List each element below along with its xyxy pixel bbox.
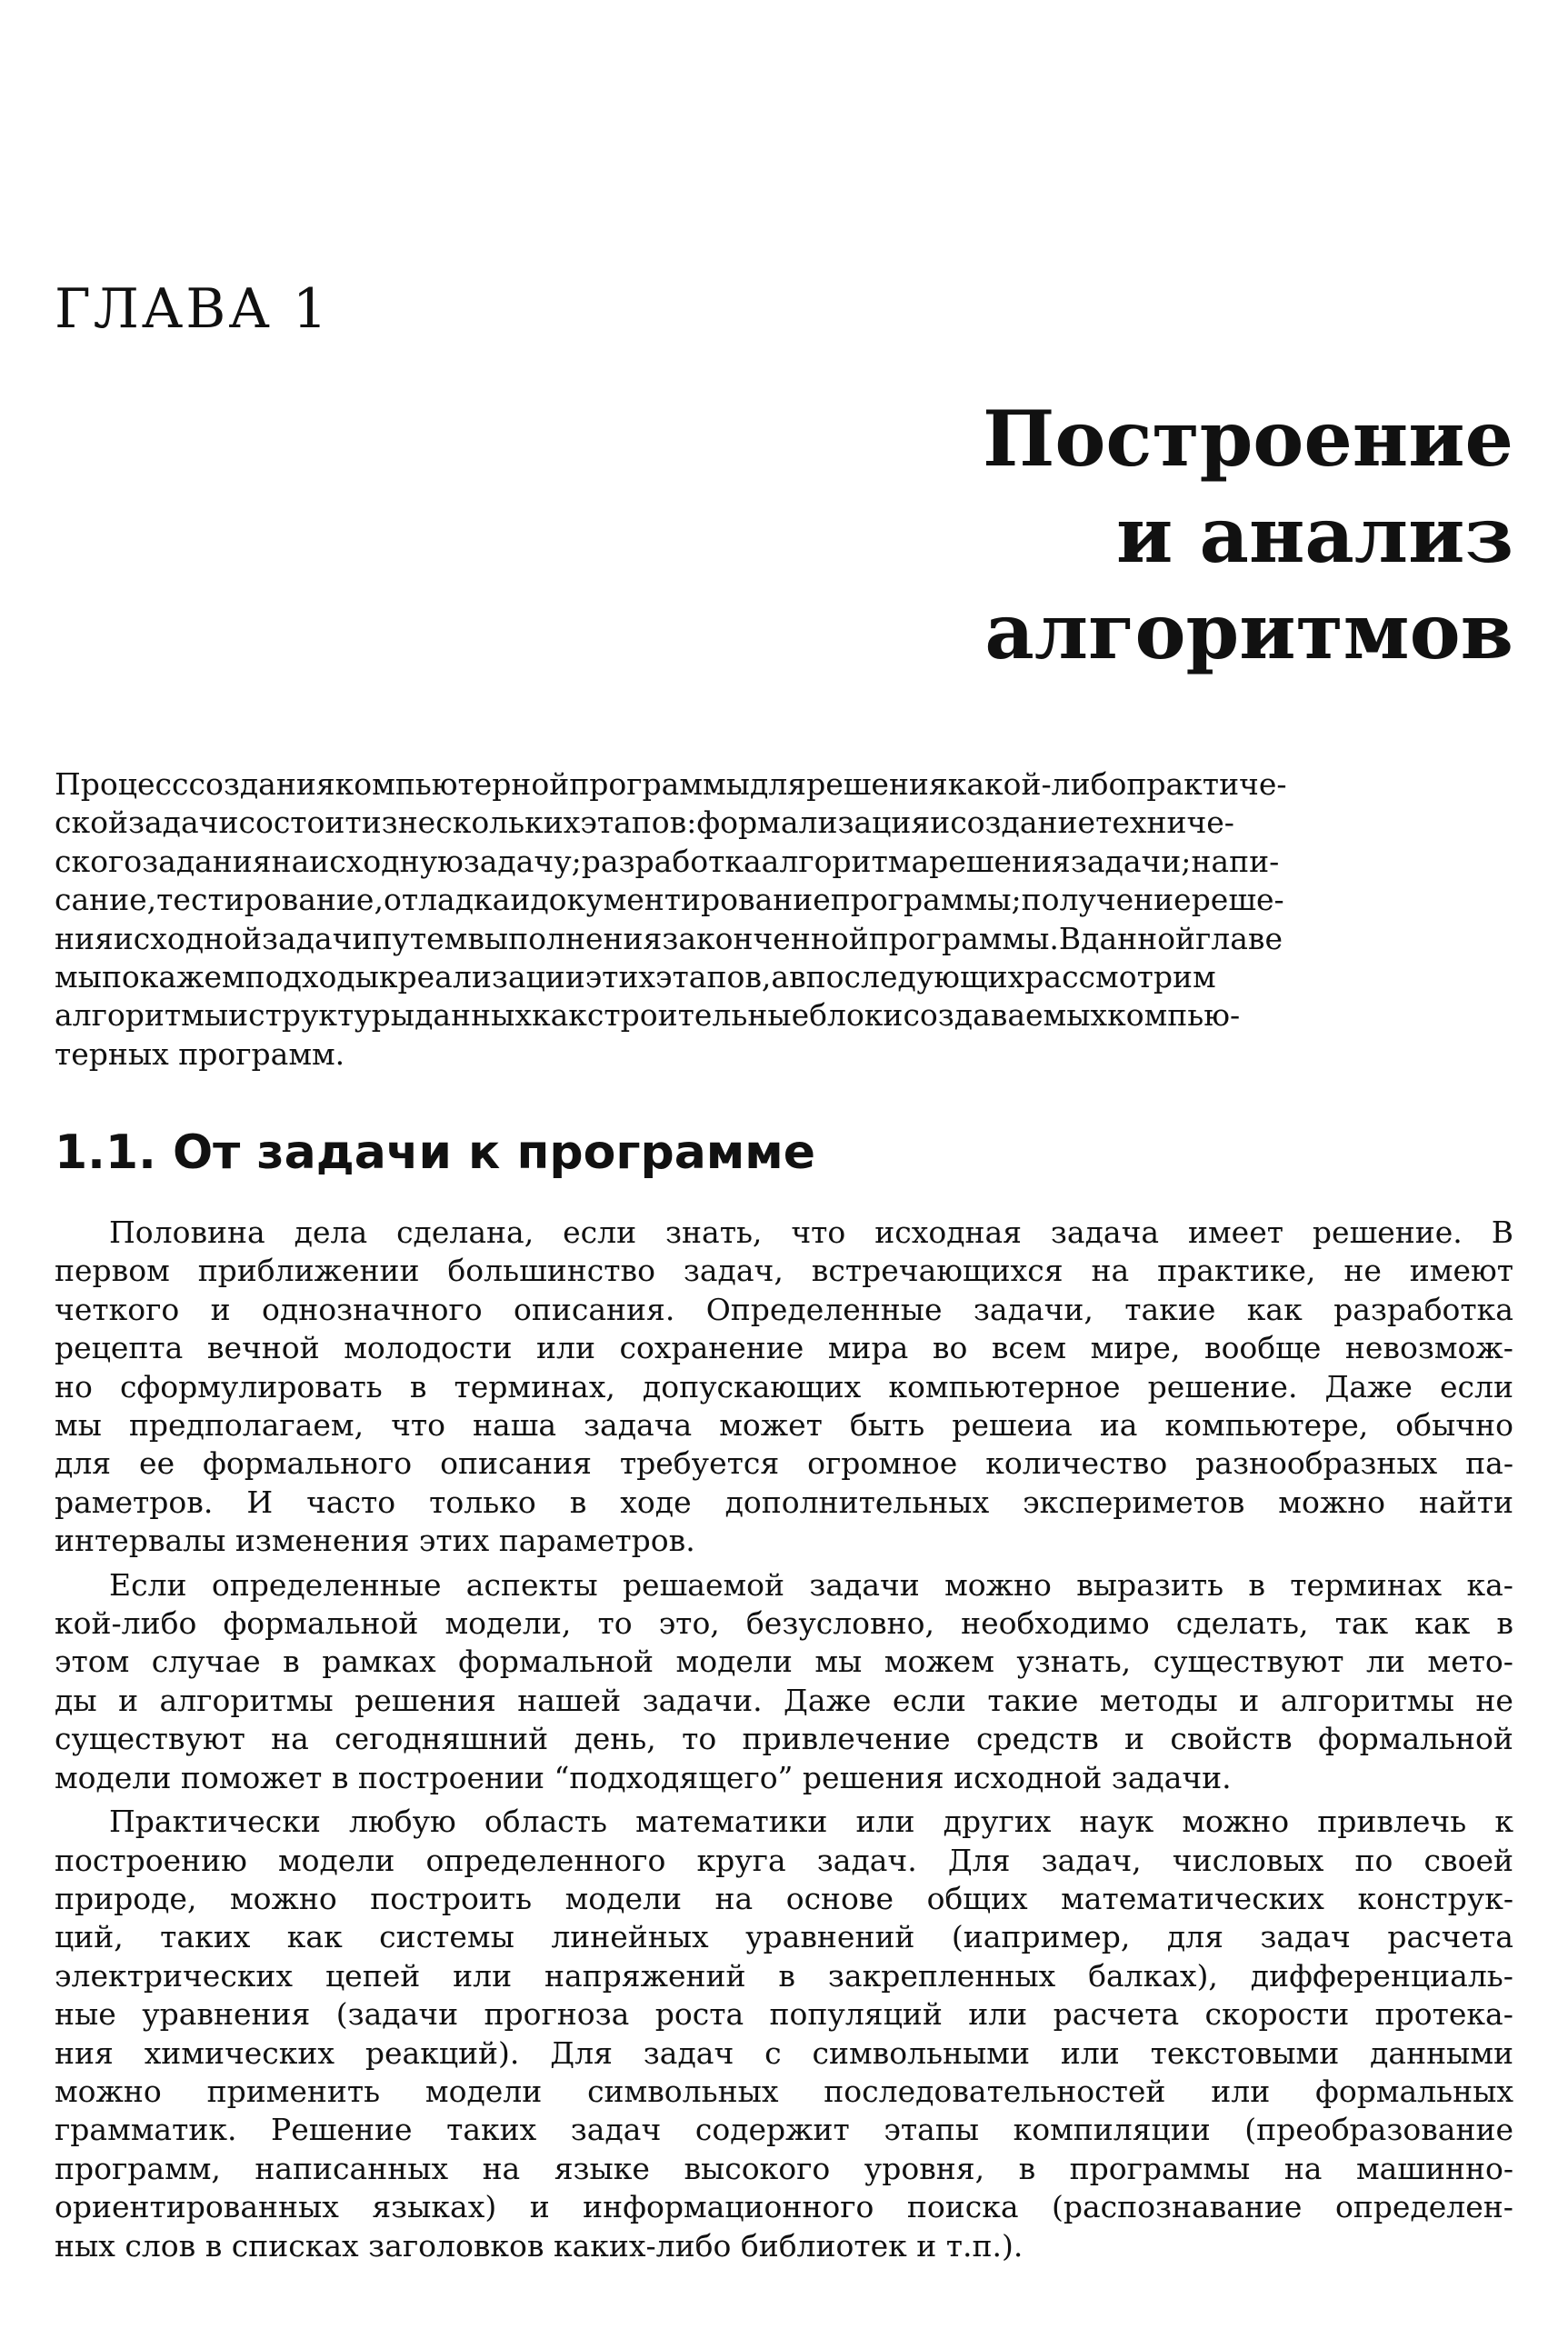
chapter-title-line: и анализ <box>1115 490 1513 580</box>
body-line: грамматик. Решение таких задач содержит этапы компиляции (преобразование <box>55 2112 1513 2148</box>
body-line: четкого и однозначного описания. Определенные задачи, такие как разработка <box>55 1291 1513 1327</box>
body-line: Половина дела сделана, если знать, что исходная задача имеет решение. В <box>109 1214 1513 1250</box>
chapter-title-line: алгоритмов <box>984 586 1513 676</box>
body-line: построению модели определенного круга задач. Для задач, числовых по своей <box>55 1842 1513 1878</box>
body-line: ориентированных языках) и информационного поиска (распознавание определен- <box>55 2189 1513 2225</box>
intro-line: мыпокажемподходыкреализацииэтихэтапов,авпоследующихрассмотрим <box>55 959 1216 995</box>
body-line: ды и алгоритмы решения нашей задачи. Даже если такие методы и алгоритмы не <box>55 1682 1513 1718</box>
section-body <box>55 1214 1513 2265</box>
body-line: но сформулировать в терминах, допускающих компьютерное решение. Даже если <box>55 1368 1513 1404</box>
intro-line: скогозаданиянаисходнуюзадачу;разработкаалгоритмарешениязадачи;напи- <box>55 843 1280 879</box>
intro-paragraph <box>55 765 1513 1074</box>
body-line: ния химических реакций). Для задач с символьными или текстовыми данными <box>55 2034 1513 2071</box>
body-line: природе, можно построить модели на основе общих математических конструк- <box>55 1880 1513 1916</box>
body-line: можно применить модели символьных последовательностей или формальных <box>55 2073 1513 2109</box>
body-line: интервалы изменения этих параметров. <box>55 1523 695 1559</box>
body-line: первом приближении большинство задач, встречающихся на практике, не имеют <box>55 1253 1513 1289</box>
chapter-label: ГЛАВА 1 <box>55 277 331 341</box>
intro-line: скойзадачисостоитизнесколькихэтапов:формализацияисозданиетехниче- <box>55 805 1234 841</box>
body-line: ных слов в списках заголовков каких-либо библиотек и т.п.). <box>55 2227 1024 2264</box>
body-line: программ, написанных на языке высокого уровня, в программы на машинно- <box>55 2150 1513 2186</box>
intro-line: нияисходнойзадачипутемвыполнениязаконченнойпрограммы.Вданнойглаве <box>55 920 1283 956</box>
intro-line: терных программ. <box>55 1035 345 1072</box>
body-line: рецепта вечной молодости или сохранение мира во всем мире, вообще невозмож- <box>55 1330 1513 1366</box>
body-paragraph <box>55 1214 1513 1561</box>
body-line: Практически любую область математики или других наук можно привлечь к <box>109 1804 1513 1840</box>
body-line: ций, таких как системы линейных уравнений (иапример, для задач расчета <box>55 1919 1513 1955</box>
body-line: Если определенные аспекты решаемой задачи можно выразить в терминах ка- <box>109 1566 1513 1603</box>
body-paragraph <box>55 1803 1513 2265</box>
body-line: существуют на сегодняшний день, то привлечение средств и свойств формальной <box>55 1721 1513 1757</box>
body-line: этом случае в рамках формальной модели мы можем узнать, существуют ли мето- <box>55 1644 1513 1680</box>
body-line: раметров. И часто только в ходе дополнительных экспериметов можно найти <box>55 1484 1513 1520</box>
chapter-title <box>695 391 1513 680</box>
body-line: электрических цепей или напряжений в закрепленных балках), дифференциаль- <box>55 1957 1513 1994</box>
intro-line: сание,тестирование,отладкаидокументированиепрограммы;получениереше- <box>55 882 1284 918</box>
body-paragraph <box>55 1566 1513 1797</box>
intro-line: алгоритмыиструктурыданныхкакстроительныеблокисоздаваемыхкомпью- <box>55 997 1241 1034</box>
body-line: модели поможет в построении “подходящего” решения исходной задачи. <box>55 1759 1232 1795</box>
body-line: ные уравнения (задачи прогноза роста популяций или расчета скорости протека- <box>55 1996 1513 2033</box>
chapter-title-line: Построение <box>983 394 1513 484</box>
intro-line: Процесссозданиякомпьютернойпрограммыдлярешениякакой-либопрактиче- <box>55 766 1287 802</box>
body-line: мы предполагаем, что наша задача может быть решеиа иа компьютере, обычно <box>55 1407 1513 1444</box>
body-line: кой-либо формальной модели, то это, безусловно, необходимо сделать, так как в <box>55 1605 1513 1642</box>
body-line: для ее формального описания требуется огромное количество разнообразных па- <box>55 1445 1513 1482</box>
section-heading: 1.1. От задачи к программе <box>55 1125 816 1180</box>
